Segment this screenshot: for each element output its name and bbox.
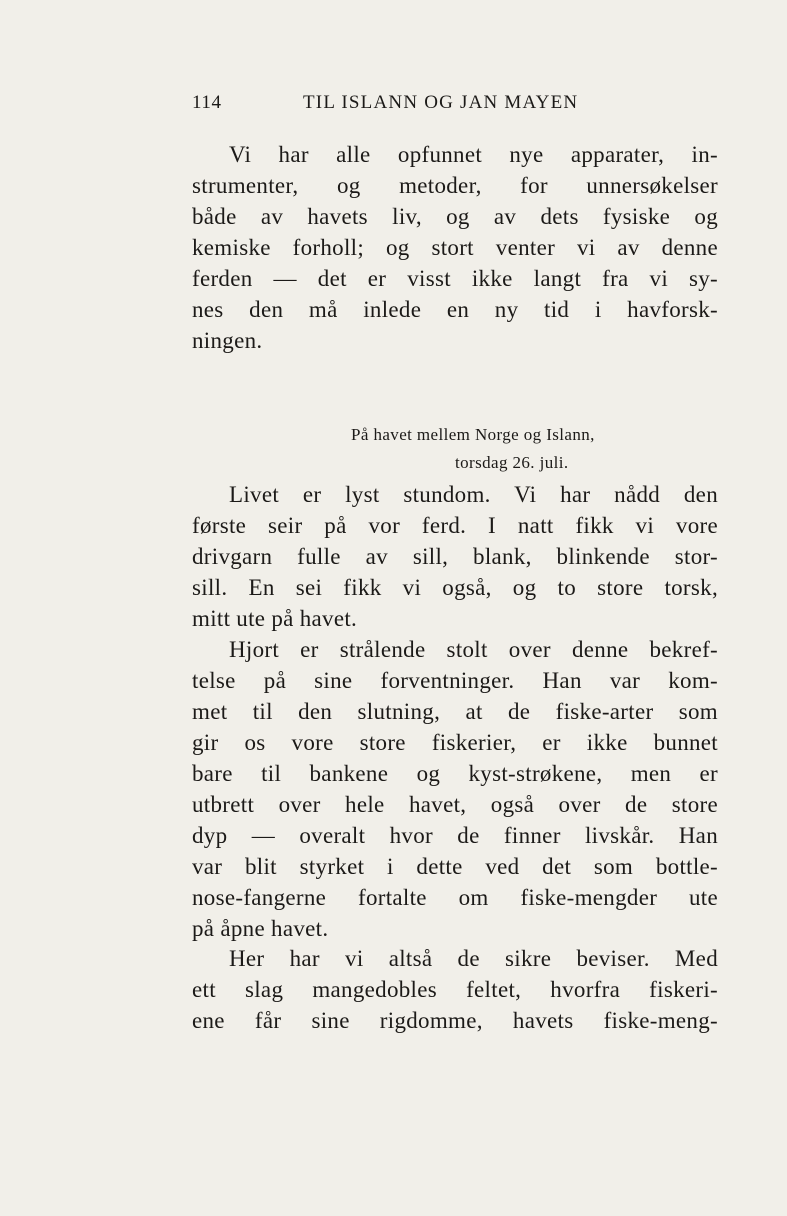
text-line: mitt ute på havet. bbox=[192, 606, 358, 631]
text-line: Hjort er strålende stolt over denne bekref- bbox=[229, 637, 718, 662]
text-line: sill. En sei fikk vi også, og to store torsk, bbox=[192, 575, 718, 600]
text-line: på åpne havet. bbox=[192, 916, 329, 941]
text-line: ningen. bbox=[192, 328, 263, 353]
running-header bbox=[192, 92, 718, 118]
text-line: kemiske forholl; og stort venter vi av denne bbox=[192, 235, 718, 260]
dateline-date: torsdag 26. juli. bbox=[455, 453, 569, 472]
dateline-place: På havet mellem Norge og Islann, bbox=[351, 425, 595, 444]
text-line: første seir på vor ferd. I natt fikk vi vore bbox=[192, 513, 718, 538]
text-line: telse på sine forventninger. Han var kom- bbox=[192, 668, 718, 693]
paragraph-1 bbox=[192, 139, 718, 356]
text-line: både av havets liv, og av dets fysiske og bbox=[192, 204, 718, 229]
text-line: gir os vore store fiskerier, er ikke bunnet bbox=[192, 730, 718, 755]
text-line: Livet er lyst stundom. Vi har nådd den bbox=[229, 482, 718, 507]
text-line: dyp — overalt hvor de finner livskår. Han bbox=[192, 823, 718, 848]
running-title: TIL ISLANN OG JAN MAYEN bbox=[303, 92, 579, 113]
text-line: nose-fangerne fortalte om fiske-mengder ute bbox=[192, 885, 718, 910]
text-line: ett slag mangedobles feltet, hvorfra fiskeri- bbox=[192, 977, 718, 1002]
paragraph-4 bbox=[192, 943, 718, 1036]
text-line: Vi har alle opfunnet nye apparater, in- bbox=[229, 142, 718, 167]
text-line: var blit styrket i dette ved det som bottle- bbox=[192, 854, 718, 879]
text-line: bare til bankene og kyst-strøkene, men er bbox=[192, 761, 718, 786]
text-line: ferden — det er visst ikke langt fra vi sy- bbox=[192, 266, 718, 291]
dateline bbox=[192, 421, 718, 477]
paragraph-2 bbox=[192, 479, 718, 634]
paragraph-3 bbox=[192, 634, 718, 944]
text-line: met til den slutning, at de fiske-arter som bbox=[192, 699, 718, 724]
text-line: utbrett over hele havet, også over de store bbox=[192, 792, 718, 817]
text-line: nes den må inlede en ny tid i havforsk- bbox=[192, 297, 718, 322]
text-line: ene får sine rigdomme, havets fiske-meng- bbox=[192, 1008, 718, 1033]
page-number: 114 bbox=[192, 92, 222, 113]
text-line: drivgarn fulle av sill, blank, blinkende stor- bbox=[192, 544, 718, 569]
text-line: strumenter, og metoder, for unnersøkelser bbox=[192, 173, 718, 198]
text-line: Her har vi altså de sikre beviser. Med bbox=[229, 946, 718, 971]
